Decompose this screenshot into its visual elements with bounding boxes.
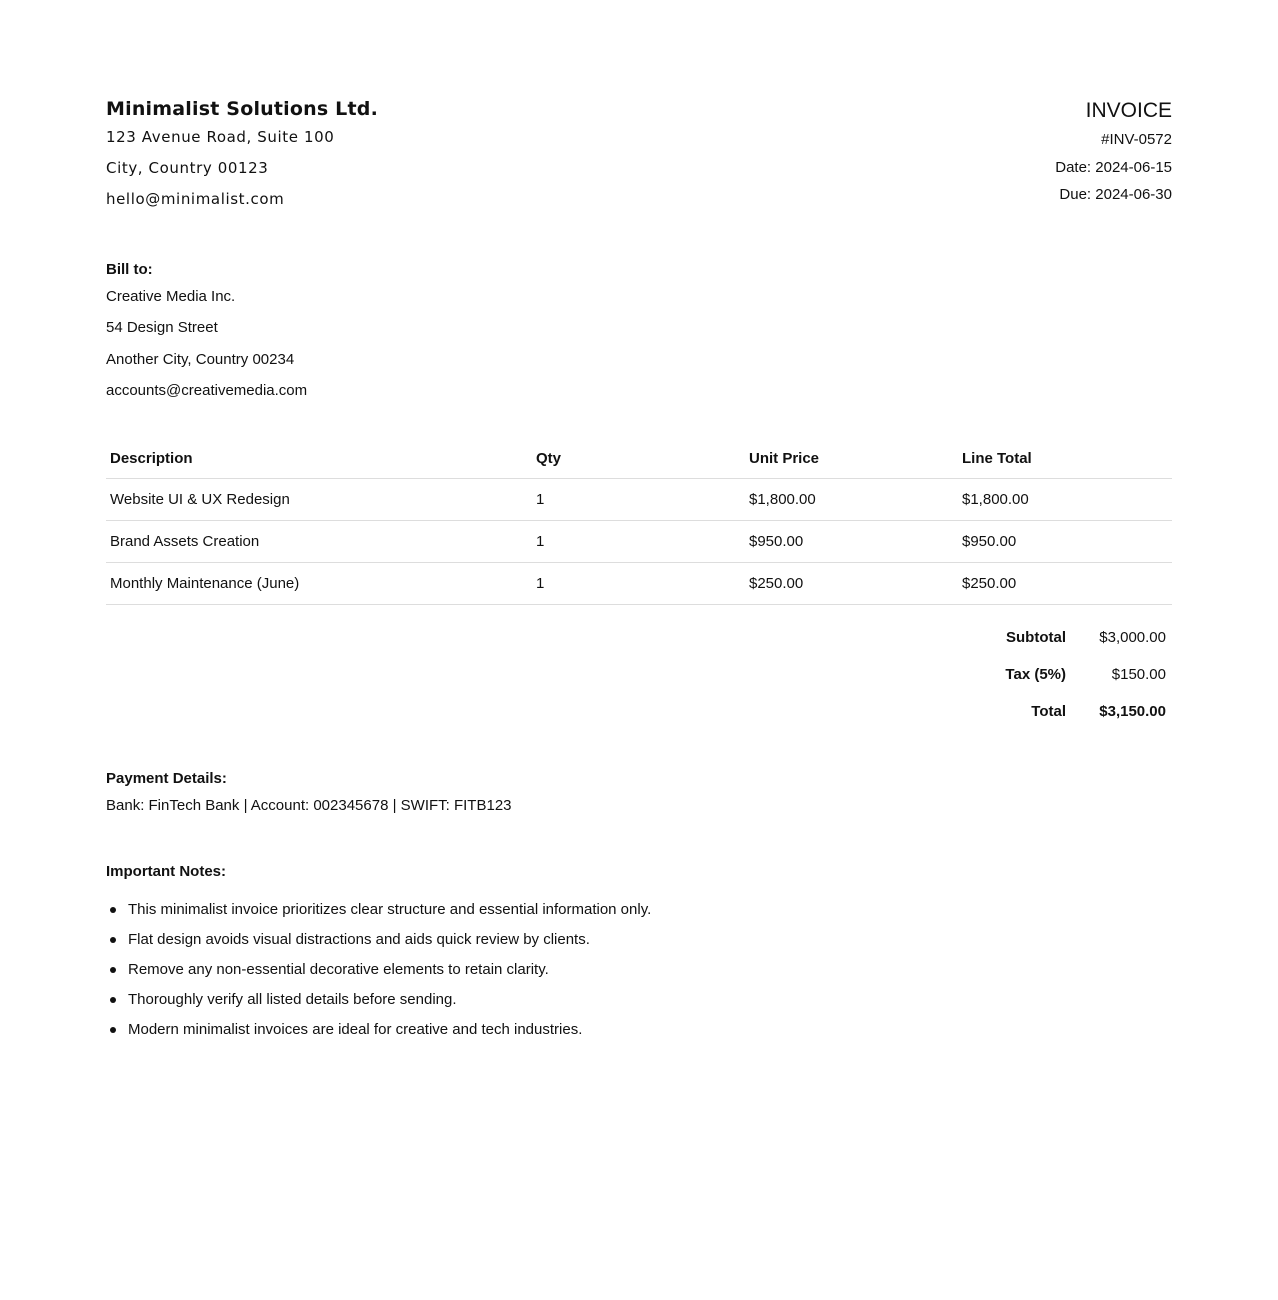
cell-description: Website UI & UX Redesign xyxy=(106,478,532,520)
list-item xyxy=(106,955,1172,985)
bill-to-address-line1: 54 Design Street xyxy=(106,319,218,337)
company-email: hello@minimalist.com xyxy=(106,190,285,208)
payment-details-label: Payment Details: xyxy=(106,769,227,787)
total-value: $3,150.00 xyxy=(1099,702,1166,720)
bullet-icon xyxy=(110,907,116,913)
cell-unit-price: $250.00 xyxy=(745,562,958,604)
company-name: Minimalist Solutions Ltd. xyxy=(106,98,378,120)
bill-to-email: accounts@creativemedia.com xyxy=(106,381,308,399)
column-header-line-total: Line Total xyxy=(958,440,1172,478)
invoice-date: Date: 2024-06-15 xyxy=(1055,158,1172,176)
bill-to-label: Bill to: xyxy=(106,261,153,278)
cell-unit-price: $1,800.00 xyxy=(745,478,958,520)
column-header-qty: Qty xyxy=(532,440,745,478)
list-item xyxy=(106,1015,1172,1045)
tax-row xyxy=(952,656,1172,693)
column-header-unit-price: Unit Price xyxy=(745,440,958,478)
note-text: This minimalist invoice prioritizes clear structure and essential information only. xyxy=(128,900,652,918)
line-items-table xyxy=(106,440,1172,605)
cell-description: Brand Assets Creation xyxy=(106,520,532,562)
invoice-number: #INV-0572 xyxy=(1101,131,1172,148)
invoice-meta xyxy=(1055,96,1172,209)
list-item xyxy=(106,985,1172,1015)
note-text: Thoroughly verify all listed details before sending. xyxy=(128,990,457,1008)
invoice-header xyxy=(106,96,1172,246)
cell-line-total: $250.00 xyxy=(958,562,1172,604)
bullet-icon xyxy=(110,997,116,1003)
payment-details-section xyxy=(106,768,1172,817)
bill-to-address-line2: Another City, Country 00234 xyxy=(106,350,295,368)
company-address-line1: 123 Avenue Road, Suite 100 xyxy=(106,128,335,146)
table-row xyxy=(106,520,1172,562)
note-text: Flat design avoids visual distractions and aids quick review by clients. xyxy=(128,930,590,948)
subtotal-row xyxy=(952,619,1172,656)
bullet-icon xyxy=(110,967,116,973)
cell-unit-price: $950.00 xyxy=(745,520,958,562)
invoice-title: INVOICE xyxy=(1085,99,1172,122)
notes-list xyxy=(106,895,1172,1045)
total-row xyxy=(952,693,1172,730)
column-header-description: Description xyxy=(106,440,532,478)
cell-qty: 1 xyxy=(532,520,745,562)
subtotal-value: $3,000.00 xyxy=(1099,628,1166,646)
company-info xyxy=(106,96,378,215)
invoice-page xyxy=(106,96,1172,1045)
invoice-due-date: Due: 2024-06-30 xyxy=(1059,186,1172,203)
cell-qty: 1 xyxy=(532,562,745,604)
notes-label: Important Notes: xyxy=(106,862,226,880)
list-item xyxy=(106,895,1172,925)
table-row xyxy=(106,478,1172,520)
bill-to-name: Creative Media Inc. xyxy=(106,288,236,305)
list-item xyxy=(106,925,1172,955)
notes-section xyxy=(106,861,1172,1045)
tax-value: $150.00 xyxy=(1111,665,1166,683)
note-text: Modern minimalist invoices are ideal for creative and tech industries. xyxy=(128,1020,583,1038)
cell-description: Monthly Maintenance (June) xyxy=(106,562,532,604)
bullet-icon xyxy=(110,1027,116,1033)
company-address-line2: City, Country 00123 xyxy=(106,159,269,177)
cell-qty: 1 xyxy=(532,478,745,520)
tax-label: Tax (5%) xyxy=(1005,665,1066,683)
note-text: Remove any non-essential decorative elements to retain clarity. xyxy=(128,960,549,978)
bill-to-section xyxy=(106,259,1172,406)
payment-details-text: Bank: FinTech Bank | Account: 002345678 | SWIFT: FITB123 xyxy=(106,796,512,814)
cell-line-total: $950.00 xyxy=(958,520,1172,562)
cell-line-total: $1,800.00 xyxy=(958,478,1172,520)
total-label: Total xyxy=(1031,702,1066,720)
table-row xyxy=(106,562,1172,604)
bullet-icon xyxy=(110,937,116,943)
totals-section xyxy=(952,619,1172,730)
table-header-row xyxy=(106,440,1172,478)
subtotal-label: Subtotal xyxy=(1006,628,1066,646)
